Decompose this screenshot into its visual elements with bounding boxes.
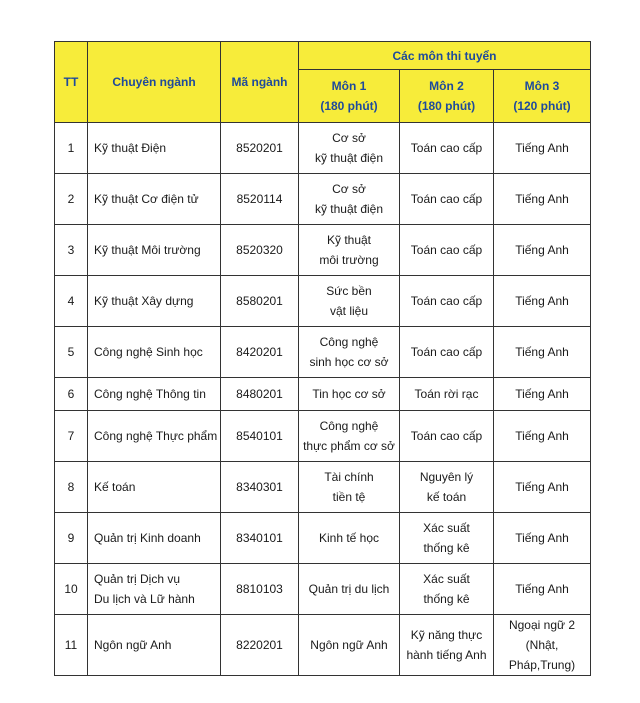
cell-subject-2	[400, 123, 494, 174]
cell-subject-1-line: Sức bền	[326, 284, 372, 298]
cell-subject-1-line: môi trường	[319, 253, 379, 267]
cell-subject-1-line: Tài chính	[324, 470, 374, 484]
cell-subject-1	[299, 225, 400, 276]
cell-subject-2	[400, 276, 494, 327]
table-row	[55, 174, 591, 225]
cell-subject-3-line: Tiếng Anh	[515, 582, 569, 596]
cell-tt: 10	[55, 564, 88, 615]
header-subject-1-duration: (180 phút)	[320, 99, 378, 113]
cell-subject-3-line: Ngoại ngữ 2	[508, 618, 576, 632]
header-subject-1-name: Môn 1	[331, 79, 367, 93]
header-subject-3-name: Môn 3	[524, 79, 560, 93]
table-row	[55, 462, 591, 513]
cell-subject-2	[400, 615, 494, 676]
cell-subject-2-line: Xác suất	[423, 521, 470, 535]
cell-subject-3	[494, 411, 591, 462]
cell-subject-2-line: Toán cao cấp	[410, 192, 483, 206]
cell-subject-2-line: thống kê	[423, 541, 470, 555]
cell-code: 8540101	[221, 411, 299, 462]
cell-major-line: Công nghệ Sinh học	[94, 345, 203, 359]
cell-subject-3	[494, 123, 591, 174]
cell-code: 8220201	[221, 615, 299, 676]
cell-subject-3-line: Tiếng Anh	[515, 243, 569, 257]
cell-subject-3	[494, 615, 591, 676]
cell-tt: 11	[55, 615, 88, 676]
cell-subject-2	[400, 378, 494, 411]
cell-subject-2-line: Toán cao cấp	[410, 243, 483, 257]
cell-subject-2-line: Toán cao cấp	[410, 345, 483, 359]
cell-subject-3-line: Tiếng Anh	[515, 387, 569, 401]
cell-subject-2-line: Toán cao cấp	[410, 294, 483, 308]
cell-subject-3	[494, 564, 591, 615]
header-code: Mã ngành	[221, 42, 299, 123]
cell-subject-1-line: thực phẩm cơ sở	[303, 439, 395, 453]
table-row	[55, 276, 591, 327]
cell-tt: 3	[55, 225, 88, 276]
cell-code: 8520114	[221, 174, 299, 225]
cell-subject-1-line: Kỹ thuật	[326, 233, 372, 247]
cell-tt: 1	[55, 123, 88, 174]
cell-subject-2	[400, 564, 494, 615]
cell-subject-2	[400, 462, 494, 513]
cell-code: 8420201	[221, 327, 299, 378]
cell-tt: 5	[55, 327, 88, 378]
cell-subject-1-line: Cơ sở	[332, 182, 366, 196]
header-subject-3-duration: (120 phút)	[513, 99, 571, 113]
cell-subject-2	[400, 174, 494, 225]
cell-major	[88, 615, 221, 676]
cell-major	[88, 513, 221, 564]
cell-major-line: Ngôn ngữ Anh	[94, 638, 172, 652]
cell-tt: 6	[55, 378, 88, 411]
cell-major	[88, 462, 221, 513]
cell-code: 8340301	[221, 462, 299, 513]
cell-subject-1-line: Quản trị du lịch	[308, 582, 390, 596]
cell-subject-3	[494, 462, 591, 513]
cell-subject-2	[400, 513, 494, 564]
cell-subject-3-line: Tiếng Anh	[515, 141, 569, 155]
table-row	[55, 123, 591, 174]
cell-subject-2-line: Nguyên lý	[419, 470, 474, 484]
cell-code: 8520201	[221, 123, 299, 174]
table-row	[55, 225, 591, 276]
cell-major-line: Kỹ thuật Môi trường	[94, 243, 201, 257]
cell-subject-1	[299, 462, 400, 513]
cell-tt: 2	[55, 174, 88, 225]
cell-subject-3	[494, 174, 591, 225]
header-subject-2	[400, 70, 494, 123]
cell-subject-1-line: Ngôn ngữ Anh	[310, 638, 388, 652]
table-row	[55, 378, 591, 411]
cell-subject-3-line: Tiếng Anh	[515, 429, 569, 443]
table-row	[55, 615, 591, 676]
cell-major-line: Du lịch và Lữ hành	[94, 592, 195, 606]
cell-code: 8520320	[221, 225, 299, 276]
cell-subject-1	[299, 174, 400, 225]
header-subject-2-name: Môn 2	[429, 79, 464, 93]
cell-code: 8480201	[221, 378, 299, 411]
admission-subjects-table	[54, 41, 591, 676]
cell-major	[88, 378, 221, 411]
cell-subject-2-line: Xác suất	[423, 572, 470, 586]
cell-tt: 4	[55, 276, 88, 327]
cell-subject-3	[494, 327, 591, 378]
cell-major	[88, 123, 221, 174]
cell-code: 8580201	[221, 276, 299, 327]
cell-subject-3	[494, 378, 591, 411]
cell-subject-1-line: Công nghệ	[319, 419, 379, 433]
cell-tt: 9	[55, 513, 88, 564]
cell-major	[88, 411, 221, 462]
cell-subject-3	[494, 276, 591, 327]
cell-subject-1	[299, 123, 400, 174]
cell-subject-2-line: Toán cao cấp	[410, 429, 483, 443]
cell-subject-1-line: sinh học cơ sở	[309, 355, 389, 369]
cell-subject-1-line: tiền tệ	[332, 490, 366, 504]
cell-major-line: Kỹ thuật Điện	[94, 141, 167, 155]
cell-major-line: Quản trị Dịch vụ	[94, 572, 181, 586]
header-subject-1	[299, 70, 400, 123]
cell-subject-1-line: Công nghệ	[319, 335, 379, 349]
cell-major	[88, 225, 221, 276]
cell-subject-1	[299, 378, 400, 411]
header-tt: TT	[55, 42, 88, 123]
cell-major	[88, 174, 221, 225]
cell-major	[88, 327, 221, 378]
cell-major-line: Quản trị Kinh doanh	[94, 531, 201, 545]
cell-major-line: Kỹ thuật Cơ điện tử	[94, 192, 199, 206]
cell-subject-3-line: Tiếng Anh	[515, 480, 569, 494]
table-body	[55, 123, 591, 676]
cell-subject-1	[299, 411, 400, 462]
cell-subject-2	[400, 327, 494, 378]
cell-subject-2-line: Toán cao cấp	[410, 141, 483, 155]
header-subject-2-duration: (180 phút)	[417, 99, 476, 113]
cell-subject-1	[299, 564, 400, 615]
cell-subject-1	[299, 513, 400, 564]
cell-subject-3-line: Tiếng Anh	[515, 345, 569, 359]
cell-subject-3-line: Tiếng Anh	[515, 294, 569, 308]
cell-subject-1-line: vật liệu	[329, 304, 369, 318]
header-major: Chuyên ngành	[88, 42, 221, 123]
cell-subject-1-line: Tin học cơ sở	[312, 387, 386, 401]
cell-subject-2-line: Kỹ năng thực	[410, 628, 483, 642]
cell-major-line: Công nghệ Thông tin	[94, 387, 206, 401]
cell-major	[88, 564, 221, 615]
cell-tt: 7	[55, 411, 88, 462]
cell-code: 8340101	[221, 513, 299, 564]
cell-subject-3-line: (Nhật,	[525, 638, 559, 652]
cell-subject-2-line: thống kê	[423, 592, 470, 606]
cell-tt: 8	[55, 462, 88, 513]
cell-subject-3	[494, 225, 591, 276]
cell-major	[88, 276, 221, 327]
header-subjects-group: Các môn thi tuyển	[299, 42, 591, 70]
table-row	[55, 513, 591, 564]
cell-subject-2-line: kế toán	[426, 490, 467, 504]
header-subject-3	[494, 70, 591, 123]
cell-subject-3-line: Pháp,Trung)	[508, 658, 576, 672]
cell-subject-1-line: Cơ sở	[332, 131, 366, 145]
table-row	[55, 327, 591, 378]
cell-subject-2	[400, 411, 494, 462]
cell-subject-1-line: kỹ thuật điện	[314, 202, 384, 216]
cell-subject-3-line: Tiếng Anh	[515, 531, 569, 545]
cell-subject-3-line: Tiếng Anh	[515, 192, 569, 206]
cell-major-line: Kế toán	[94, 480, 136, 494]
cell-subject-2-line: hành tiếng Anh	[406, 648, 487, 662]
cell-subject-1	[299, 615, 400, 676]
cell-subject-1-line: kỹ thuật điện	[314, 151, 384, 165]
cell-major-line: Kỹ thuật Xây dựng	[94, 294, 194, 308]
cell-subject-2-line: Toán rời rạc	[414, 387, 479, 401]
cell-subject-1	[299, 276, 400, 327]
cell-subject-3	[494, 513, 591, 564]
cell-subject-1	[299, 327, 400, 378]
cell-major-line: Công nghệ Thực phẩm	[94, 429, 218, 443]
cell-subject-2	[400, 225, 494, 276]
cell-subject-1-line: Kinh tế học	[318, 531, 380, 545]
table-row	[55, 411, 591, 462]
cell-code: 8810103	[221, 564, 299, 615]
table-row	[55, 564, 591, 615]
